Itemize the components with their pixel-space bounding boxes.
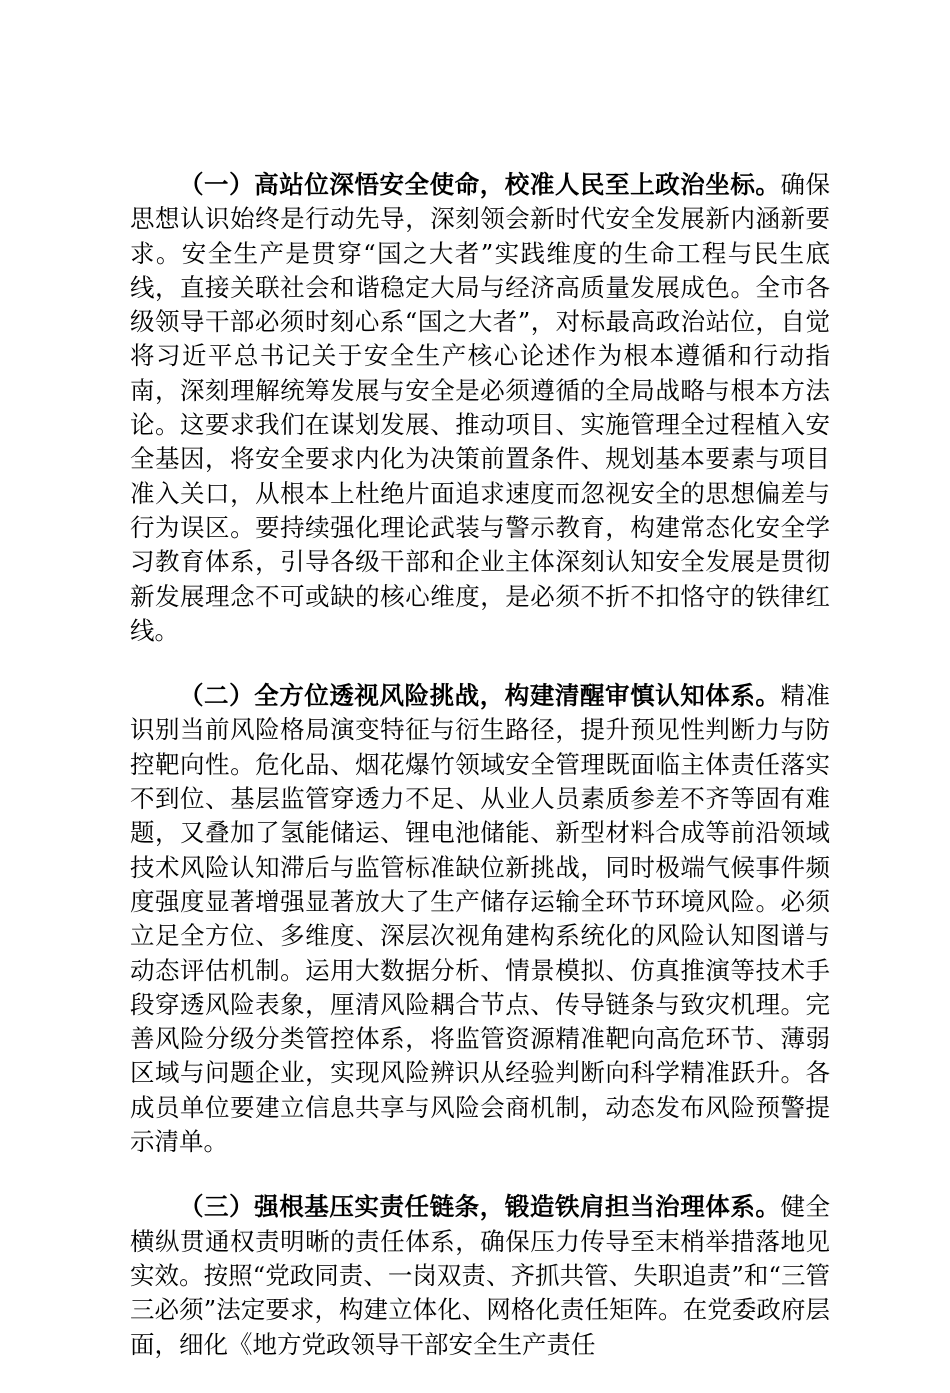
paragraph-2-heading: （二）全方位透视风险挑战，构建清醒审慎认知体系。	[179, 681, 781, 711]
paragraph-1-body: 确保思想认识始终是行动先导，深刻领会新时代安全发展新内涵新要求。安全生产是贯穿“国之大者”实践维度的生命工程与民生底线，直接关联社会和谐稳定大局与经济高质量发展成色。全市各级领导干部必须时刻心系“国之大者”，对标最高政治站位，自觉将习近平总书记关于安全生产核心论述作为根本遵循和行动指南，深刻理解统筹发展与安全是必须遵循的全局战略与根本方法论。这要求我们在谋划发展、推动项目、实施管理全过程植入安全基因，将安全要求内化为决策前置条件、规划基本要素与项目准入关口，从根本上杜绝片面追求速度而忽视安全的思想偏差与行为误区。要持续强化理论武装与警示教育，构建常态化安全学习教育体系，引导各级干部和企业主体深刻认知安全发展是贯彻新发展理念不可或缺的核心维度，是必须不折不扣恪守的铁律红线。	[130, 170, 830, 645]
paragraph-3	[130, 1190, 830, 1361]
document-page	[130, 168, 830, 1393]
paragraph-2	[130, 679, 830, 1159]
paragraph-2-body: 精准识别当前风险格局演变特征与衍生路径，提升预见性判断力与防控靶向性。危化品、烟花爆竹领域安全管理既面临主体责任落实不到位、基层监管穿透力不足、从业人员素质参差不齐等固有难题，又叠加了氢能储运、锂电池储能、新型材料合成等前沿领域技术风险认知滞后与监管标准缺位新挑战，同时极端气候事件频度强度显著增强显著放大了生产储存运输全环节环境风险。必须立足全方位、多维度、深层次视角建构系统化的风险认知图谱与动态评估机制。运用大数据分析、情景模拟、仿真推演等技术手段穿透风险表象，厘清风险耦合节点、传导链条与致灾机理。完善风险分级分类管控体系，将监管资源精准靶向高危环节、薄弱区域与问题企业，实现风险辨识从经验判断向科学精准跃升。各成员单位要建立信息共享与风险会商机制，动态发布风险预警提示清单。	[130, 681, 830, 1157]
paragraph-1	[130, 168, 830, 648]
paragraph-1-heading: （一）高站位深悟安全使命，校准人民至上政治坐标。	[179, 170, 781, 199]
paragraph-3-body: 健全横纵贯通权责明晰的责任体系，确保压力传导至末梢举措落地见实效。按照“党政同责、一岗双责、齐抓共管、失职追责”和“三管三必须”法定要求，构建立体化、网格化责任矩阵。在党委政府层面，细化《地方党政领导干部安全生产责任	[130, 1192, 830, 1359]
paragraph-3-heading: （三）强根基压实责任链条，锻造铁肩担当治理体系。	[179, 1192, 781, 1222]
